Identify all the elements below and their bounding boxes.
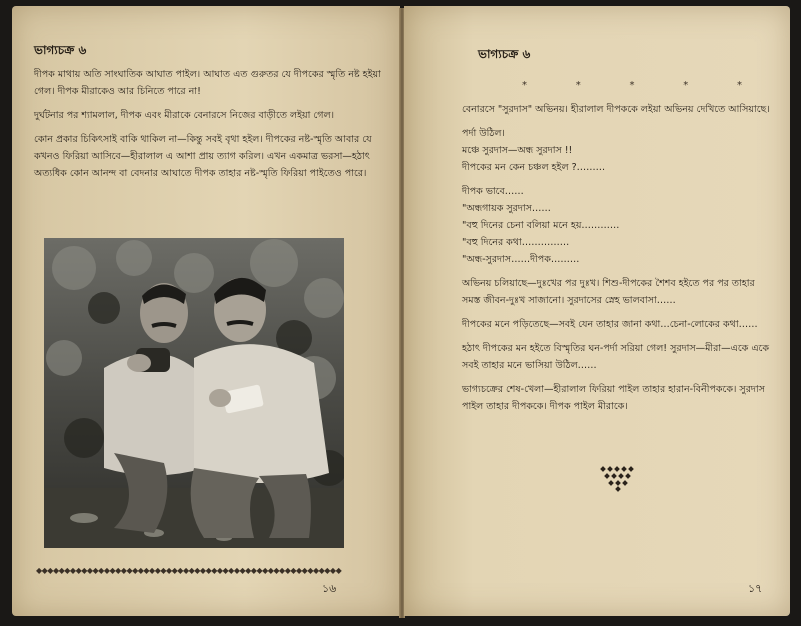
right-line-3: দীপকের মন কেন চঞ্চল হইল ?……… (462, 162, 606, 173)
right-line-8: "অন্ধ-সুরদাস……দীপক……… (462, 254, 580, 265)
section-break-stars (522, 80, 742, 91)
left-paragraph-2: দুর্ঘটনার পর শ্যামলাল, দীপক এবং মীরাকে বেনারসে নিজের বাড়ীতে লইয়া গেল। (34, 110, 334, 121)
right-line-6: "বহু দিনের চেনা বলিয়া মনে হয়………… (462, 220, 620, 231)
left-paragraph-3: কোন প্রকার চিকিৎসাই বাকি থাকিল না—কিন্তু সবই বৃথা হইল। দীপকের নষ্ট-স্মৃতি আবার যে কখনও ফিরিয়া আসিবে—হীরালাল এ আশা প্রায় ত্যাগ করিল। এখন একমাত্র ভরসা—হঠাৎ অত্যধিক কোন আনন্দ বা বেদনার আঘাতে দীপক তাহার নষ্ট-স্মৃতি ফিরিয়া পাইতেও পারে। (34, 134, 372, 179)
left-ornament-border: ◆◆◆◆◆◆◆◆◆◆◆◆◆◆◆◆◆◆◆◆◆◆◆◆◆◆◆◆◆◆◆◆◆◆◆◆◆◆◆◆◆◆◆◆◆◆◆◆◆◆◆◆◆◆ (36, 566, 342, 574)
right-line-4: দীপক ভাবে…… (462, 186, 524, 197)
right-page-text (462, 101, 772, 422)
star-3: * (629, 80, 635, 91)
right-page-number: ১৭ (748, 582, 763, 595)
left-page-number: ১৬ (322, 582, 337, 595)
end-ornament-icon (600, 466, 638, 496)
right-paragraph-4: ভাগ্যচক্রের শেষ-খেলা—হীরালাল ফিরিয়া পাইল তাহার হারান-বিনীপককে। সুরদাস পাইল তাহার দীপককে। দীপক পাইল মীরাকে। (462, 384, 765, 412)
right-line-2: মঞ্চে সুরদাস—অন্ধ সুরদাস !! (462, 145, 573, 156)
right-line-5: "অন্ধগায়ক সুরদাস…… (462, 203, 551, 214)
right-page-header: ভাগ্যচক্র ৬ (478, 47, 531, 61)
left-page (12, 6, 400, 616)
film-still-image (44, 238, 344, 548)
star-4: * (683, 80, 689, 91)
right-intro: বেনারসে "সুরদাস" অভিনয়। হীরালাল দীপককে লইয়া অভিনয় দেখিতে আসিয়াছে। (462, 104, 770, 115)
star-1: * (522, 80, 527, 91)
star-2: * (575, 80, 581, 91)
star-5: * (737, 80, 742, 91)
right-line-7: "বহু দিনের কথা…………… (462, 237, 570, 248)
left-page-header: ভাগ্যচক্র ৬ (34, 43, 87, 57)
right-page (404, 6, 790, 616)
right-line-1: পর্দা উঠিল। (462, 128, 505, 139)
right-paragraph-1: অভিনয় চলিয়াছে—দুঃখের পর দুঃখ। শিশু-দীপকের শৈশব হইতে পর পর তাহার সমস্ত জীবন-দুঃখ সাজানো। সুরদাসের স্নেহ ভালবাসা…… (462, 278, 755, 306)
film-still-photo (44, 238, 344, 548)
left-paragraph-1: দীপক মাথায় অতি সাংঘাতিক আঘাত পাইল। আঘাত এত গুরুতর যে দীপকের স্মৃতি নষ্ট হইয়া গেল। দীপক মীরাকেও আর চিনিতে পারে না! (34, 69, 381, 97)
right-paragraph-3: হঠাৎ দীপকের মন হইতে বিস্মৃতির ঘন-পর্দা সরিয়া গেল! সুরদাস—মীরা—একে একে সবই তাহার মনে ভাসিয়া উঠিল…… (462, 343, 770, 371)
left-page-text (34, 66, 384, 189)
right-paragraph-2: দীপকের মনে পড়িতেছে—সবই যেন তাহার জানা কথা…চেনা-লোকের কথা…… (462, 319, 758, 330)
